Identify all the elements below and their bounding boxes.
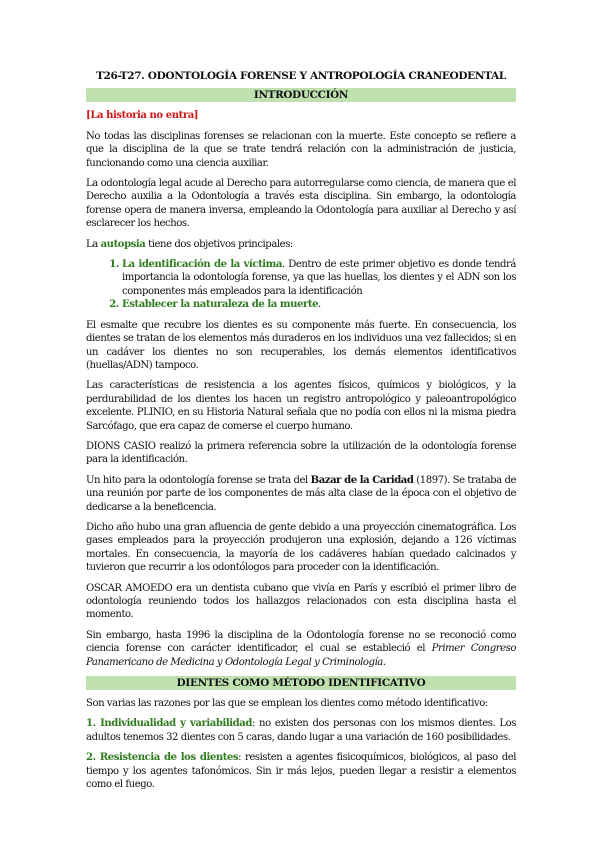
note-history: [86, 109, 516, 122]
list-item-text: . Dentro de este primer objetivo es donde tendrá importancia la odontología forense, ya que las huellas, los dientes y el ADN son los componentes más empleados para la identificación: [122, 259, 516, 297]
paragraph-9: OSCAR AMOEDO era un dentista cubano que vivía en París y escribió el primer libro de odontología reuniendo todos los hallazgos relacionados con esta disciplina hasta el momento.: [86, 582, 516, 621]
p13-text: : resisten a agentes fisicoquímicos, biológicos, al paso del tiempo y los agentes tafonómicos. Sin ir más lejos, pueden llegar a resistir a elementos como el fuego.: [86, 752, 517, 791]
paragraph-10: [86, 629, 516, 669]
list-item-text: .: [318, 299, 321, 311]
paragraph-11: Son varias las razones por las que se emplean los dientes como método identificativo:: [86, 698, 488, 710]
p7-suffix: (1897). Se trataba de una reunión por parte de los componentes de más alta clase de la época con el objetivo de dedicarse a la beneficencia.: [86, 474, 517, 513]
list-item: [122, 298, 516, 311]
term-bazar: Bazar de la Caridad: [310, 474, 414, 486]
paragraph-13: [86, 751, 516, 791]
paragraph-7: [86, 474, 516, 514]
paragraph-6: DIONS CASIO realizó la primera referencia sobre la utilización de la odontología forense para la identificación.: [86, 440, 516, 466]
paragraph-1: No todas las disciplinas forenses se relacionan con la muerte. Este concepto se refiere a que la disciplina de la que se trate tendrá relación con la administración de justicia, funcionando como una ciencia auxiliar.: [86, 130, 516, 169]
paragraph-3: [86, 238, 516, 251]
term-autopsia: autopsia: [100, 238, 146, 250]
p3-suffix: tiene dos objetivos principales:: [145, 238, 293, 250]
p3-prefix: La: [86, 238, 101, 250]
note-text: [La historia no entra]: [86, 110, 199, 122]
p10-prefix: Sin embargo, hasta 1996 la disciplina de la Odontología forense no se reconoció como ciencia forense con carácter identificador, el cual se estableció el: [86, 629, 516, 655]
paragraph-2: La odontología legal acude al Derecho para autorregularse como ciencia, de manera que el Derecho auxilia a la Odontología a través esta disciplina. Sin embargo, la odontología forense opera de manera inversa, empleando la Odontología para auxiliar al Derecho y así esclarecer los hechos.: [86, 178, 516, 230]
paragraph-8: Dicho año hubo una gran afluencia de gente debido a una proyección cinematográfica. Los gases empleados para la proyección produjeron una explosión, dejando a 126 víctimas mortales. En consecuencia, la mayoría de los cadáveres habían quedado calcinados y tuvieron que recurrir a los odontólogos para proceder con la identificación.: [86, 521, 516, 574]
term-resistencia: 2. Resistencia de los dientes: [86, 752, 239, 764]
p12-text: : no existen dos personas con los mismos dientes. Los adultos tenemos 32 dientes con 5 caras, dando lugar a una variación de 160 posibilidades.: [86, 718, 517, 743]
objectives-list: [86, 258, 516, 312]
p7-prefix: Un hito para la odontología forense se trata del: [86, 474, 311, 486]
document-title: T26-T27. ODONTOLOGÍA FORENSE Y ANTROPOLOGÍA CRANEODENTAL: [96, 70, 506, 82]
paragraph-4: El esmalte que recubre los dientes es su componente más fuerte. En consecuencia, los dientes se tratan de los elementos más duraderos en los individuos una vez fallecidos; si en un cadáver los dientes no son recuperables, los demás elementos identificativos (huellas/ADN) tampoco.: [86, 319, 516, 371]
section-heading-dientes: DIENTES COMO MÉTODO IDENTIFICATIVO: [86, 676, 516, 690]
page-content: [86, 70, 516, 798]
paragraph-5: Las características de resistencia a los agentes físicos, químicos y biológicos, y la perdurabilidad de los dientes los hacen un registro antropológico y paleoantropológico excelente. PLINIO, en su Historia Natural señala que no podía con ellos ni la misma piedra Sarcófago, que era capaz de comerse el cuerpo humano.: [86, 380, 516, 432]
p10-suffix: .: [382, 656, 386, 668]
paragraph-12: [86, 717, 516, 744]
list-item: [122, 258, 516, 298]
term-individualidad: 1. Individualidad y variabilidad: [86, 718, 252, 730]
list-item-term: Establecer la naturaleza de la muerte: [122, 299, 319, 311]
congress-name: Primer Congreso Panamericano de Medicina y Odontología Legal y Criminología: [86, 643, 516, 668]
section-heading-introduccion: INTRODUCCIÓN: [86, 88, 516, 102]
list-item-term: La identificación de la víctima: [122, 259, 282, 271]
